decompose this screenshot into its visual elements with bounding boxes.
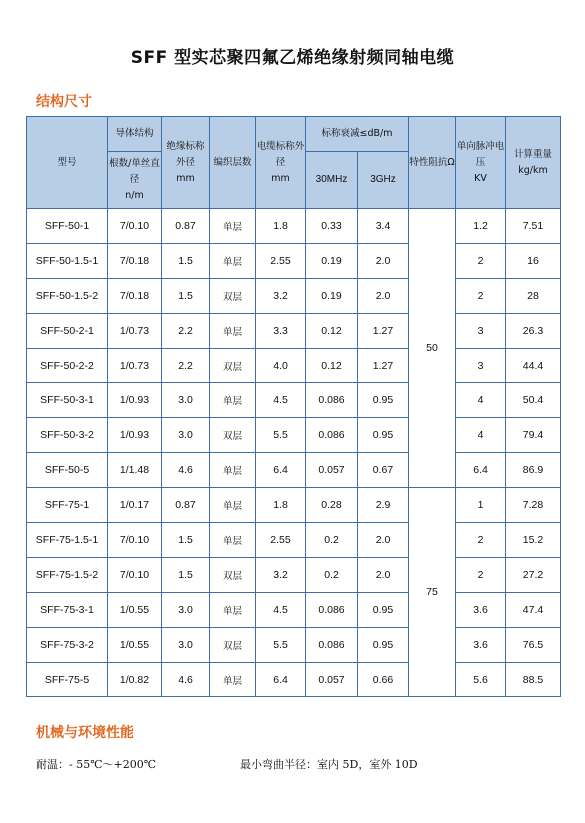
table-row	[27, 278, 561, 313]
cell-cable-od: 1.8	[256, 488, 306, 523]
cell-conductor: 1/0.82	[108, 662, 162, 697]
cell-weight: 47.4	[506, 592, 561, 627]
header-cable-od	[256, 117, 306, 209]
cell-weight: 76.5	[506, 627, 561, 662]
cell-cable-od: 4.5	[256, 383, 306, 418]
cell-braid: 单层	[210, 488, 256, 523]
cell-conductor: 7/0.18	[108, 243, 162, 278]
cell-cable-od: 3.2	[256, 557, 306, 592]
header-braid: 编织层数	[210, 117, 256, 209]
cell-att-3ghz: 2.0	[358, 523, 409, 558]
cell-att-30mhz: 0.086	[306, 592, 358, 627]
cell-model: SFF-50-5	[27, 453, 108, 488]
table-row	[27, 209, 561, 244]
cell-att-3ghz: 0.95	[358, 418, 409, 453]
cell-cable-od: 6.4	[256, 662, 306, 697]
cell-conductor: 1/1.48	[108, 453, 162, 488]
cell-model: SFF-75-3-1	[27, 592, 108, 627]
table-row	[27, 453, 561, 488]
header-attenuation: 标称衰减≤dB/m	[306, 117, 409, 152]
cell-pulse-voltage: 6.4	[456, 453, 506, 488]
header-cable-od-unit: mm	[271, 172, 290, 184]
cell-att-30mhz: 0.086	[306, 627, 358, 662]
cell-braid: 双层	[210, 348, 256, 383]
table-row	[27, 662, 561, 697]
header-cable-od-label: 电缆标称外径	[256, 140, 305, 168]
cell-pulse-voltage: 1	[456, 488, 506, 523]
cell-att-30mhz: 0.19	[306, 278, 358, 313]
cell-conductor: 1/0.93	[108, 383, 162, 418]
cell-insulation-od: 0.87	[162, 209, 210, 244]
cell-weight: 7.28	[506, 488, 561, 523]
cell-att-30mhz: 0.2	[306, 557, 358, 592]
cell-att-30mhz: 0.12	[306, 313, 358, 348]
cell-insulation-od: 1.5	[162, 243, 210, 278]
cell-braid: 双层	[210, 557, 256, 592]
cell-att-30mhz: 0.19	[306, 243, 358, 278]
cell-cable-od: 3.2	[256, 278, 306, 313]
header-conductor-sub	[108, 152, 162, 209]
cell-braid: 单层	[210, 209, 256, 244]
cell-cable-od: 4.5	[256, 592, 306, 627]
header-impedance: 特性阻抗Ω	[409, 117, 456, 209]
cell-weight: 50.4	[506, 383, 561, 418]
cell-att-30mhz: 0.33	[306, 209, 358, 244]
cell-braid: 单层	[210, 243, 256, 278]
cell-att-30mhz: 0.057	[306, 453, 358, 488]
cell-braid: 双层	[210, 418, 256, 453]
cell-conductor: 1/0.73	[108, 313, 162, 348]
cell-conductor: 1/0.55	[108, 627, 162, 662]
header-pulse-label: 单向脉冲电压	[456, 140, 505, 168]
cell-model: SFF-50-2-2	[27, 348, 108, 383]
cell-att-3ghz: 2.0	[358, 557, 409, 592]
cell-att-3ghz: 0.95	[358, 592, 409, 627]
cell-cable-od: 4.0	[256, 348, 306, 383]
cell-braid: 单层	[210, 523, 256, 558]
cell-weight: 7.51	[506, 209, 561, 244]
cell-model: SFF-75-1.5-1	[27, 523, 108, 558]
cell-model: SFF-75-1.5-2	[27, 557, 108, 592]
cell-weight: 16	[506, 243, 561, 278]
cell-insulation-od: 0.87	[162, 488, 210, 523]
cell-insulation-od: 1.5	[162, 557, 210, 592]
cell-cable-od: 2.55	[256, 523, 306, 558]
page-title: SFF 型实芯聚四氟乙烯绝缘射频同轴电缆	[130, 48, 455, 68]
cell-weight: 28	[506, 278, 561, 313]
cell-conductor: 7/0.18	[108, 278, 162, 313]
cell-att-3ghz: 1.27	[358, 348, 409, 383]
cell-model: SFF-50-2-1	[27, 313, 108, 348]
cell-pulse-voltage: 3.6	[456, 627, 506, 662]
header-weight-label: 计算重量	[513, 148, 552, 160]
cell-conductor: 1/0.93	[108, 418, 162, 453]
cell-model: SFF-75-1	[27, 488, 108, 523]
cell-pulse-voltage: 2	[456, 243, 506, 278]
cell-cable-od: 3.3	[256, 313, 306, 348]
header-model: 型号	[27, 117, 108, 209]
cell-pulse-voltage: 4	[456, 383, 506, 418]
cell-pulse-voltage: 3	[456, 313, 506, 348]
cell-weight: 27.2	[506, 557, 561, 592]
cell-model: SFF-50-3-2	[27, 418, 108, 453]
cell-att-3ghz: 2.9	[358, 488, 409, 523]
cell-pulse-voltage: 1.2	[456, 209, 506, 244]
cell-insulation-od: 3.0	[162, 627, 210, 662]
cell-pulse-voltage: 2	[456, 557, 506, 592]
cell-insulation-od: 4.6	[162, 453, 210, 488]
cell-att-3ghz: 2.0	[358, 278, 409, 313]
cell-weight: 15.2	[506, 523, 561, 558]
cell-weight: 88.5	[506, 662, 561, 697]
cell-att-30mhz: 0.28	[306, 488, 358, 523]
cell-braid: 单层	[210, 383, 256, 418]
cell-cable-od: 1.8	[256, 209, 306, 244]
cell-impedance: 50	[409, 209, 456, 488]
cell-conductor: 7/0.10	[108, 209, 162, 244]
cell-conductor: 7/0.10	[108, 523, 162, 558]
header-pulse-unit: KV	[474, 172, 487, 184]
table-row	[27, 383, 561, 418]
cell-braid: 单层	[210, 313, 256, 348]
cell-att-3ghz: 2.0	[358, 243, 409, 278]
table-row	[27, 313, 561, 348]
header-pulse	[456, 117, 506, 209]
cell-att-30mhz: 0.086	[306, 418, 358, 453]
cell-braid: 双层	[210, 278, 256, 313]
cell-weight: 79.4	[506, 418, 561, 453]
cell-impedance: 75	[409, 488, 456, 697]
cell-weight: 44.4	[506, 348, 561, 383]
cell-insulation-od: 1.5	[162, 523, 210, 558]
cell-insulation-od: 3.0	[162, 383, 210, 418]
cell-model: SFF-50-3-1	[27, 383, 108, 418]
cell-att-3ghz: 0.66	[358, 662, 409, 697]
cell-model: SFF-75-5	[27, 662, 108, 697]
cell-pulse-voltage: 5.6	[456, 662, 506, 697]
header-insulation-unit: mm	[176, 172, 195, 184]
cell-pulse-voltage: 3.6	[456, 592, 506, 627]
cell-att-3ghz: 0.67	[358, 453, 409, 488]
cell-braid: 单层	[210, 592, 256, 627]
cell-model: SFF-50-1	[27, 209, 108, 244]
header-att-3ghz: 3GHz	[358, 152, 409, 209]
cell-att-3ghz: 0.95	[358, 627, 409, 662]
cell-cable-od: 6.4	[256, 453, 306, 488]
cell-weight: 26.3	[506, 313, 561, 348]
cell-insulation-od: 1.5	[162, 278, 210, 313]
cell-braid: 单层	[210, 662, 256, 697]
section-heading-environment: 机械与环境性能	[36, 725, 134, 741]
cell-weight: 86.9	[506, 453, 561, 488]
cell-cable-od: 5.5	[256, 418, 306, 453]
table-row	[27, 418, 561, 453]
header-insulation-label: 绝缘标称外径	[166, 140, 205, 168]
table-row	[27, 557, 561, 592]
header-conductor-unit: n/m	[125, 190, 144, 201]
section-heading-structure: 结构尺寸	[36, 94, 92, 110]
cell-att-30mhz: 0.086	[306, 383, 358, 418]
cell-conductor: 1/0.17	[108, 488, 162, 523]
spec-table	[26, 116, 561, 697]
cell-pulse-voltage: 2	[456, 523, 506, 558]
cell-insulation-od: 2.2	[162, 348, 210, 383]
table-row	[27, 488, 561, 523]
cell-conductor: 1/0.73	[108, 348, 162, 383]
min-bend-radius: 最小弯曲半径：室内 5D，室外 10D	[240, 758, 418, 771]
cell-model: SFF-50-1.5-2	[27, 278, 108, 313]
header-weight	[506, 117, 561, 209]
cell-insulation-od: 3.0	[162, 592, 210, 627]
cell-model: SFF-50-1.5-1	[27, 243, 108, 278]
cell-insulation-od: 4.6	[162, 662, 210, 697]
header-insulation	[162, 117, 210, 209]
cell-braid: 单层	[210, 453, 256, 488]
table-row	[27, 592, 561, 627]
cell-pulse-voltage: 4	[456, 418, 506, 453]
spec-table-body	[27, 209, 561, 697]
temperature-range: 耐温：- 55℃～+200℃	[36, 758, 157, 771]
cell-insulation-od: 2.2	[162, 313, 210, 348]
cell-cable-od: 2.55	[256, 243, 306, 278]
cell-pulse-voltage: 2	[456, 278, 506, 313]
cell-insulation-od: 3.0	[162, 418, 210, 453]
header-weight-unit: kg/km	[518, 164, 548, 176]
cell-conductor: 1/0.55	[108, 592, 162, 627]
table-row	[27, 523, 561, 558]
cell-braid: 双层	[210, 627, 256, 662]
header-conductor: 导体结构	[108, 117, 162, 152]
table-row	[27, 243, 561, 278]
header-att-30mhz: 30MHz	[306, 152, 358, 209]
table-row	[27, 348, 561, 383]
cell-att-3ghz: 0.95	[358, 383, 409, 418]
cell-model: SFF-75-3-2	[27, 627, 108, 662]
cell-att-3ghz: 3.4	[358, 209, 409, 244]
cell-conductor: 7/0.10	[108, 557, 162, 592]
table-row	[27, 627, 561, 662]
cell-att-30mhz: 0.057	[306, 662, 358, 697]
header-conductor-sub-label: 根数/单丝直径	[109, 158, 160, 185]
cell-att-30mhz: 0.12	[306, 348, 358, 383]
cell-cable-od: 5.5	[256, 627, 306, 662]
cell-att-30mhz: 0.2	[306, 523, 358, 558]
cell-pulse-voltage: 3	[456, 348, 506, 383]
cell-att-3ghz: 1.27	[358, 313, 409, 348]
